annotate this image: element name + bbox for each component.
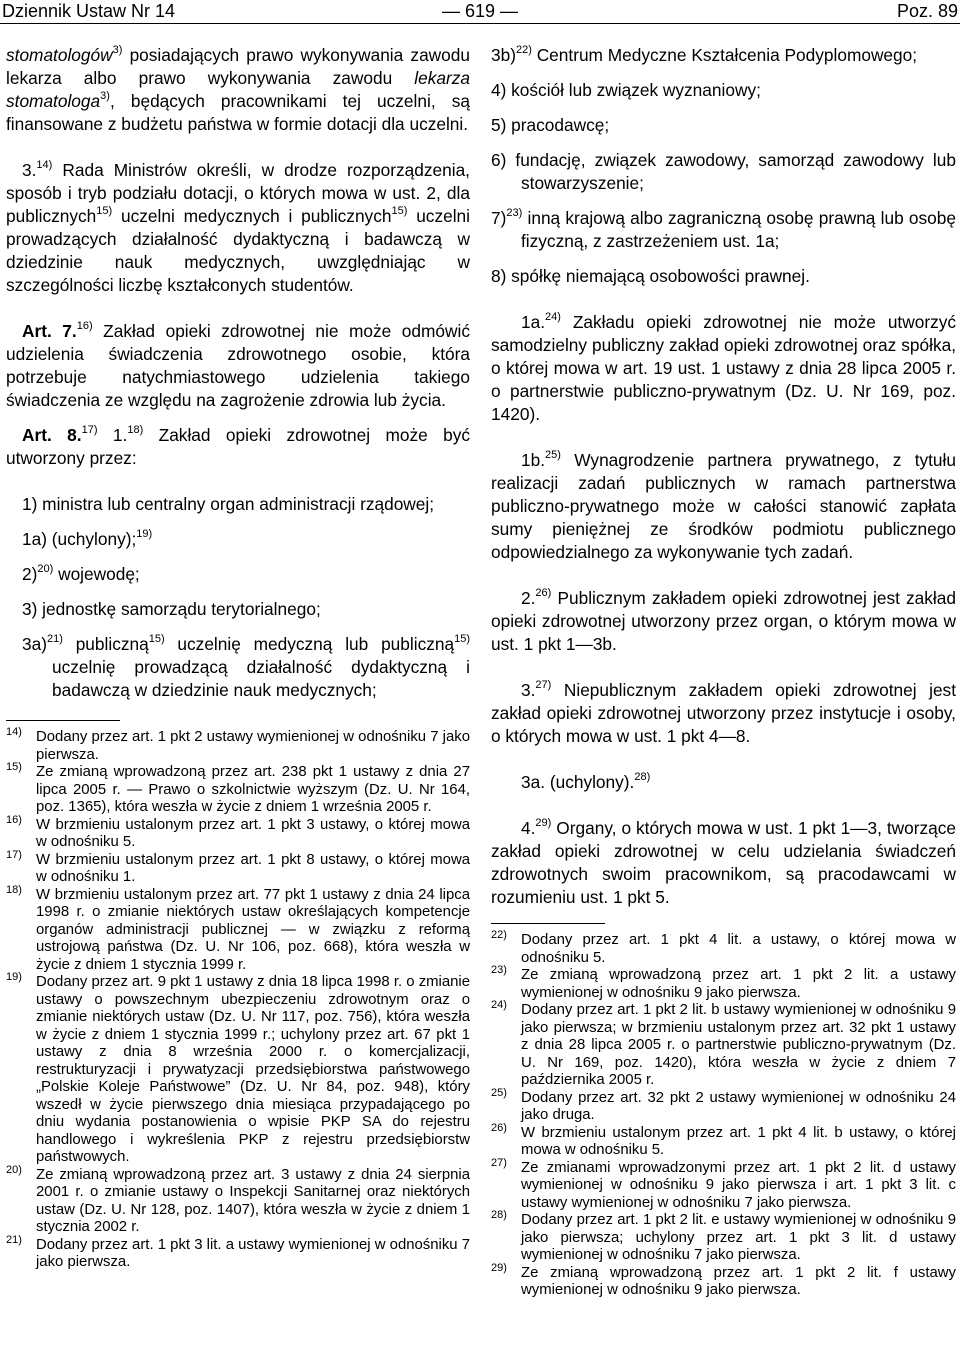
footnote-ref: 20) (37, 563, 54, 576)
footnote-text: Ze zmianą wprowadzoną przez art. 1 pkt 2 lit. a ustawy wymienionej w odnośniku 9 jako pierwsza. (521, 967, 956, 1001)
text: Zakład opieki zdrowotnej może być utworzony przez: (6, 425, 471, 468)
footnote-text: Ze zmianą wprowadzoną przez art. 1 pkt 2 lit. f ustawy wymienionej w odnośniku 9 jako pierwsza. (521, 1264, 956, 1298)
footnote-text: W brzmieniu ustalonym przez art. 77 pkt 1 ustawy z dnia 24 lipca 1998 r. o zmianie niektórych ustaw określających kompetencje organów administracji publicznej — w związku z reformą ustrojową państwa (Dz. U. Nr 106, poz. 668), która weszła w życie z dniem 1 stycznia 1999 r. (36, 886, 470, 973)
paragraph-2 (491, 587, 956, 656)
text: Rada Ministrów określi, w drodze rozporządzenia, sposób i tryb podziału dotacji, o których mowa w ust. 2, dla publicznych (6, 160, 470, 226)
text: , będących pracownikami tej uczelni, są finansowane z budżetu państwa w formie dotacji dla uczelni. (6, 91, 470, 134)
italic-text: stomatologów (6, 45, 113, 65)
text: Wynagrodzenie partnera prywatnego, z tytułu realizacji zadań publicznych w ramach partnerstwa publiczno-prywatnego może w całości stanowić zapłata sumy pieniężnej ze środków podmiotu publicznego odpowiedzialnego za wykonywanie tych zadań. (491, 450, 956, 562)
footnote-text: Ze zmianą wprowadzoną przez art. 238 pkt 1 ustawy z dnia 27 lipca 2005 r. — Prawo o szkolnictwie wyższym (Dz. U. Nr 164, poz. 1365), która weszła w życie z dniem 1 września 2005 r. (36, 764, 470, 815)
paragraph-continuation (6, 44, 470, 136)
position-number: Poz. 89 (896, 1, 958, 21)
text: Organy, o których mowa w ust. 1 pkt 1—3, tworzące zakład opieki zdrowotnej w celu udzielania świadczeń zdrowotnych swoim pracownikom, są pracodawcami w rozumieniu ust. 1 pkt 5. (491, 818, 956, 907)
footnote-number: 23) (491, 964, 507, 976)
text: 1) ministra lub centralny organ administracji rządowej; (22, 494, 435, 514)
header-rule (0, 23, 960, 24)
list-item-6 (491, 149, 956, 195)
item-number: 2) (22, 564, 38, 584)
footnote-ref: 23) (506, 207, 523, 220)
footnote-ref: 3) (100, 90, 110, 103)
footnote-ref: 15) (454, 633, 470, 646)
article-7 (6, 320, 470, 412)
footnote (6, 848, 470, 887)
footnote-rule (6, 720, 120, 721)
text: 1. (97, 425, 128, 445)
footnote-ref: 21) (46, 633, 63, 646)
text: Zakład opieki zdrowotnej nie może odmówić udzielenia świadczenia zdrowotnego osobie, która potrzebuje natychmiastowego udzielenia takiego świadczenia ze względu na zagrożenie zdrowia lub życia. (6, 321, 470, 410)
footnote-ref: 25) (545, 449, 561, 462)
footnote (491, 929, 956, 967)
list-item-3 (6, 598, 470, 621)
footnote-number: 17) (6, 848, 22, 861)
list-item-1 (6, 493, 470, 516)
footnote-text: Dodany przez art. 32 pkt 2 ustawy wymienionej w odnośniku 24 jako druga. (521, 1089, 956, 1123)
list-item-4 (491, 79, 956, 102)
footnote-number: 28) (491, 1209, 507, 1221)
page-header (0, 0, 960, 24)
footnote (491, 1121, 956, 1160)
footnote-number: 21) (6, 1233, 22, 1246)
footnote-number: 20) (6, 1163, 22, 1176)
item-number: 3b) (491, 45, 516, 65)
list-item-1a (6, 528, 470, 551)
footnote-number: 24) (491, 999, 507, 1011)
footnote-ref: 26) (535, 587, 552, 600)
article-label: Art. 8. (22, 425, 82, 445)
footnote-text: Ze zmianą wprowadzoną przez art. 3 ustawy z dnia 24 sierpnia 2001 r. o zmianie ustawy o Inspekcji Sanitarnej oraz niektórych ustaw (Dz. U. Nr 128, poz. 1407), która weszła w życie z dniem 1 stycznia 2002 r. (36, 1166, 470, 1235)
footnote (491, 1086, 956, 1125)
text: 1a) (uchylony); (22, 529, 137, 549)
footnote (6, 726, 470, 764)
footnote (491, 1156, 956, 1213)
footnote-text: Dodany przez art. 1 pkt 2 ustawy wymienionej w odnośniku 7 jako pierwsza. (36, 729, 470, 763)
footnote (491, 1209, 956, 1265)
paragraph-1a (491, 311, 956, 426)
text: uczelni prowadzących działalność dydaktyczną i badawczą w dziedzinie nauk medycznych, uwzględniając w szczególności liczbę kształconych studentów. (6, 206, 470, 295)
page-number: — 619 — (441, 1, 519, 21)
text: uczelni medycznych i publicznych (112, 206, 392, 226)
footnote-number: 18) (6, 883, 22, 896)
footnote-ref: 16) (76, 320, 93, 333)
footnote-text: Dodany przez art. 1 pkt 3 lit. a ustawy wymienionej w odnośniku 7 jako pierwsza. (36, 1236, 470, 1270)
footnote-text: Dodany przez art. 1 pkt 4 lit. a ustawy, o której mowa w odnośniku 5. (521, 932, 956, 966)
footnote-ref: 29) (535, 817, 552, 830)
footnote-text: Dodany przez art. 9 pkt 1 ustawy z dnia 18 lipca 1998 r. o zmianie ustawy o powszechnym ubezpieczeniu zdrowotnym oraz o zmianie niektórych ustaw (Dz. U. Nr 117, poz. 756), która weszła w życie z dniem 1 stycznia 1999 r.; uchylony przez art. 67 pkt 1 ustawy z dnia 8 września 2000 r. o komercjalizacji, restrukturyzacji i prywatyzacji przedsiębiorstwa państwowego „Polskie Koleje Państwowe” (Dz. U. Nr 84, poz. 948), który wszedł w życie pierwszego dnia miesiąca przypadającego po dniu wydania postanowienia o wpisie PKP SA do rejestru handlowego i wykreślenia PKP z rejestru przedsiębiorstw państwowych. (36, 974, 470, 1165)
footnote (491, 964, 956, 1002)
paragraph-3 (6, 159, 470, 297)
footnote (491, 1261, 956, 1300)
article-8 (6, 424, 470, 470)
footnote (6, 1233, 470, 1272)
left-column (6, 44, 470, 1272)
text: publiczną (62, 634, 149, 654)
list-item-3a (6, 633, 470, 702)
text: 3a. (uchylony). (521, 772, 635, 792)
text: uczelnię prowadzącą działalność dydaktyczną i badawczą w dziedzinie nauk medycznych; (52, 657, 470, 700)
paragraph-1b (491, 449, 956, 564)
article-label: Art. 7. (22, 321, 77, 341)
footnote-text: Dodany przez art. 1 pkt 2 lit. e ustawy wymienionej w odnośniku 9 jako pierwsza; uchylony przez art. 1 pkt 3 lit. d ustawy wymienionej w odnośniku 7 jako pierwsza. (521, 1212, 956, 1263)
footnote-ref: 24) (545, 311, 561, 324)
footnote (6, 813, 470, 852)
footnote-ref: 28) (634, 771, 651, 784)
footnote-number: 15) (6, 761, 22, 773)
italic-text: lekarza stomatologa (6, 68, 470, 111)
journal-title: Dziennik Ustaw Nr 14 (2, 1, 176, 21)
footnote-ref: 27) (535, 679, 552, 692)
paragraph-number: 1a. (521, 312, 546, 332)
footnote-text: Ze zmianami wprowadzonymi przez art. 1 pkt 2 lit. d ustawy wymienionej w odnośniku 9 jako pierwsza i art. 1 pkt 3 lit. c ustawy wymienionej w odnośniku 7 jako pierwsza. (521, 1159, 956, 1211)
text: Publicznym zakładem opieki zdrowotnej jest zakład opieki zdrowotnej utworzony przez organ, o którym mowa w ust. 1 pkt 1—3b. (491, 588, 956, 654)
text: 3) jednostkę samorządu terytorialnego; (22, 599, 321, 619)
text: 4) kościół lub związek wyznaniowy; (491, 80, 761, 100)
footnote-ref: 15) (391, 205, 408, 218)
paragraph-number: 2. (521, 588, 536, 608)
footnote-number: 14) (6, 726, 22, 738)
footnote (6, 1163, 470, 1237)
paragraph-3a (491, 771, 956, 794)
footnote-number: 19) (6, 971, 22, 983)
footnote-number: 29) (491, 1261, 507, 1274)
footnote-ref: 19) (136, 528, 153, 541)
text: 6) fundację, związek zawodowy, samorząd zawodowy lub stowarzyszenie; (491, 150, 956, 193)
list-item-5 (491, 114, 956, 137)
list-item-3b (491, 44, 956, 67)
footnote-text: Dodany przez art. 1 pkt 2 lit. b ustawy wymienionej w odnośniku 9 jako pierwsza; w brzmieniu ustalonym przez art. 32 pkt 1 ustawy z dnia 28 lipca 2005 r. o partnerstwie publiczno-prywatnym (Dz. U. Nr 169, poz. 1420), która weszła w życie z dniem 7 października 2005 r. (521, 1002, 956, 1088)
text: 5) pracodawcę; (491, 115, 610, 135)
list-item-7 (491, 207, 956, 253)
text: Centrum Medyczne Kształcenia Podyplomowego; (531, 45, 918, 65)
footnote-ref: 14) (36, 159, 53, 172)
footnote (6, 883, 470, 975)
right-column (491, 44, 956, 1300)
paragraph-number: 3. (521, 680, 536, 700)
footnote (491, 999, 956, 1090)
footnote (6, 761, 470, 817)
footnote-rule (491, 923, 605, 924)
item-number: 3a) (22, 634, 47, 654)
paragraph-number: 4. (521, 818, 536, 838)
text: posiadających prawo wykonywania zawodu lekarza albo prawo wykonywania zawodu (6, 45, 470, 88)
footnote-ref: 3) (112, 44, 123, 57)
footnote-ref: 18) (127, 424, 144, 437)
text: inną krajową albo zagraniczną osobę prawną lub osobę fizyczną, z zastrzeżeniem ust. 1a; (521, 208, 956, 251)
paragraph-number: 3. (22, 160, 37, 180)
text: uczelnię medyczną lub publiczną (164, 634, 455, 654)
text: 8) spółkę niemającą osobowości prawnej. (491, 266, 810, 286)
footnote-number: 25) (491, 1086, 507, 1099)
footnote-number: 16) (6, 813, 22, 826)
list-item-8 (491, 265, 956, 288)
footnote (6, 971, 470, 1167)
footnote-number: 27) (491, 1156, 507, 1169)
footnote-number: 26) (491, 1121, 507, 1134)
footnote-ref: 22) (515, 44, 532, 57)
footnote-text: W brzmieniu ustalonym przez art. 1 pkt 4 lit. b ustawy, o której mowa w odnośniku 5. (521, 1124, 956, 1158)
footnotes-left (6, 726, 470, 1272)
footnote-ref: 17) (81, 424, 98, 437)
footnotes-right (491, 929, 956, 1300)
footnote-ref: 15) (96, 205, 113, 218)
footnote-text: W brzmieniu ustalonym przez art. 1 pkt 3 ustawy, o której mowa w odnośniku 5. (36, 816, 470, 850)
paragraph-4 (491, 817, 956, 909)
text: Zakładu opieki zdrowotnej nie może utworzyć samodzielny publiczny zakład opieki zdrowotnej oraz spółka, o której mowa w art. 19 ust. 1 ustawy z dnia 28 lipca 2005 r. o partnerstwie publiczno-prywatnym (Dz. U. Nr 169, poz. 1420). (491, 312, 956, 424)
text: Niepublicznym zakładem opieki zdrowotnej jest zakład opieki zdrowotnej utworzony przez instytucje i osoby, o których mowa w ust. 1 pkt 4—8. (491, 680, 956, 746)
text: wojewodę; (53, 564, 140, 584)
footnote-text: W brzmieniu ustalonym przez art. 1 pkt 8 ustawy, o której mowa w odnośniku 1. (36, 851, 470, 885)
item-number: 7) (491, 208, 507, 228)
list-item-2 (6, 563, 470, 586)
paragraph-number: 1b. (521, 450, 546, 470)
footnote-ref: 15) (148, 633, 165, 646)
footnote-number: 22) (491, 929, 507, 941)
paragraph-3 (491, 679, 956, 748)
